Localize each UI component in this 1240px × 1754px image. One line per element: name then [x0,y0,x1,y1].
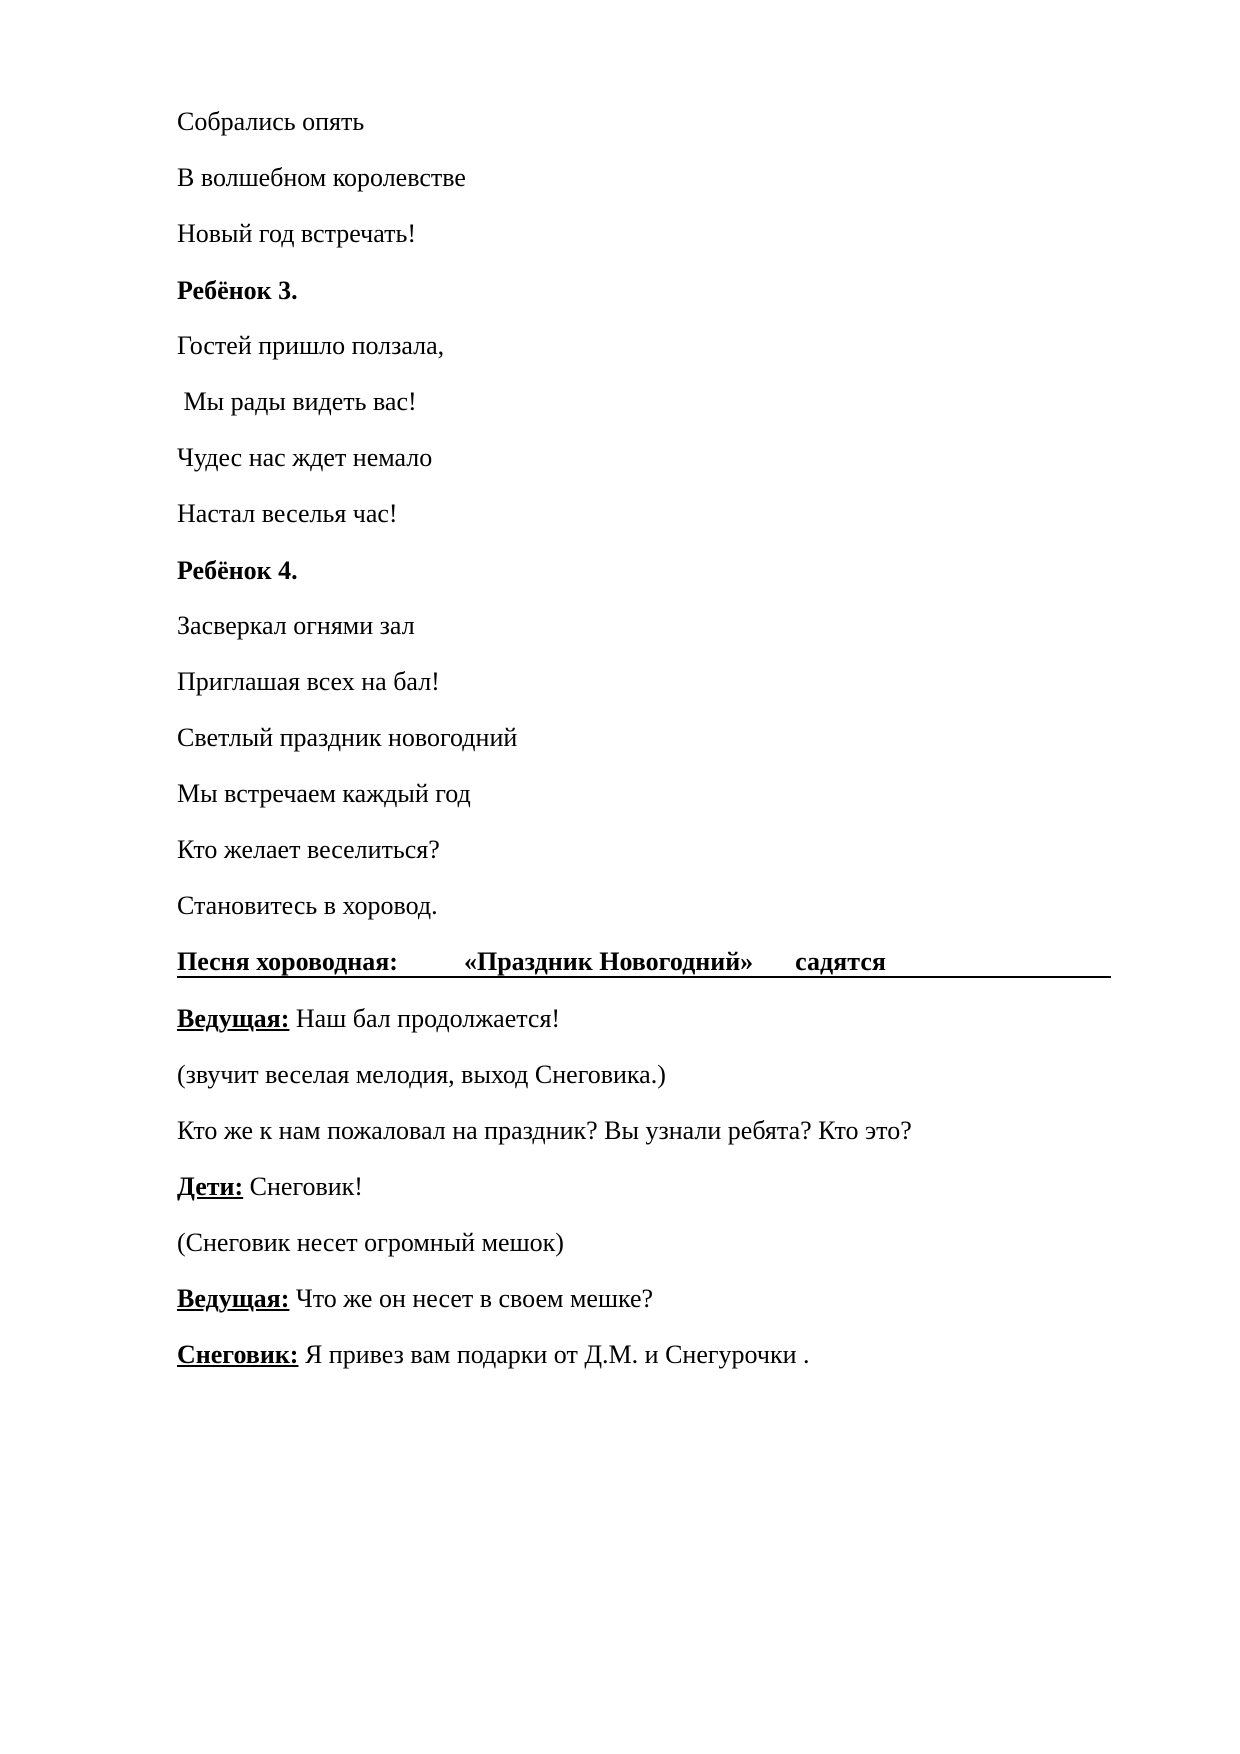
speaker-name: Дети: [177,1172,244,1201]
dialogue-text: Снеговик! [243,1172,363,1201]
speaker-name: Ведущая: [177,1004,290,1033]
stage-direction: (Снеговик несет огромный мешок) [177,1228,564,1257]
poem-line: Кто желает веселиться? [177,835,440,864]
poem-line: Гостей пришло ползала, [177,331,445,360]
poem-line: Настал веселья час! [177,499,398,528]
dialogue-line [177,1004,560,1034]
poem-line: Собрались опять [177,107,365,136]
poem-line: Приглашая всех на бал! [177,667,440,696]
song-title: «Праздник Новогодний» [463,947,754,976]
dialogue-line [177,1340,810,1370]
speaker-heading: Ребёнок 3. [177,276,298,305]
speaker-name: Снеговик: [177,1340,299,1369]
dialogue-line [177,1172,363,1202]
dialogue-text: Кто же к нам пожаловал на праздник? Вы узнали ребята? Кто это? [177,1116,912,1145]
song-label: Песня хороводная: [177,947,398,976]
dialogue-text: Что же он несет в своем мешке? [289,1284,654,1313]
poem-line: Становитесь в хоровод. [177,891,438,920]
song-action: садятся [795,947,886,976]
speaker-heading: Ребёнок 4. [177,556,298,585]
dialogue-text: Наш бал продолжается! [289,1004,561,1033]
poem-line: Новый год встречать! [177,219,416,248]
poem-line: Чудес нас ждет немало [177,443,433,472]
poem-line: Светлый праздник новогодний [177,723,518,752]
poem-line: Мы рады видеть вас! [177,387,417,416]
song-line [177,947,1111,978]
stage-direction: (звучит веселая мелодия, выход Снеговика.) [177,1060,666,1089]
poem-line: Засверкал огнями зал [177,611,415,640]
speaker-name: Ведущая: [177,1284,290,1313]
poem-line: Мы встречаем каждый год [177,779,471,808]
dialogue-text: Я привез вам подарки от Д.М. и Снегурочки . [298,1340,810,1369]
dialogue-line [177,1284,653,1314]
poem-line: В волшебном королевстве [177,163,466,192]
